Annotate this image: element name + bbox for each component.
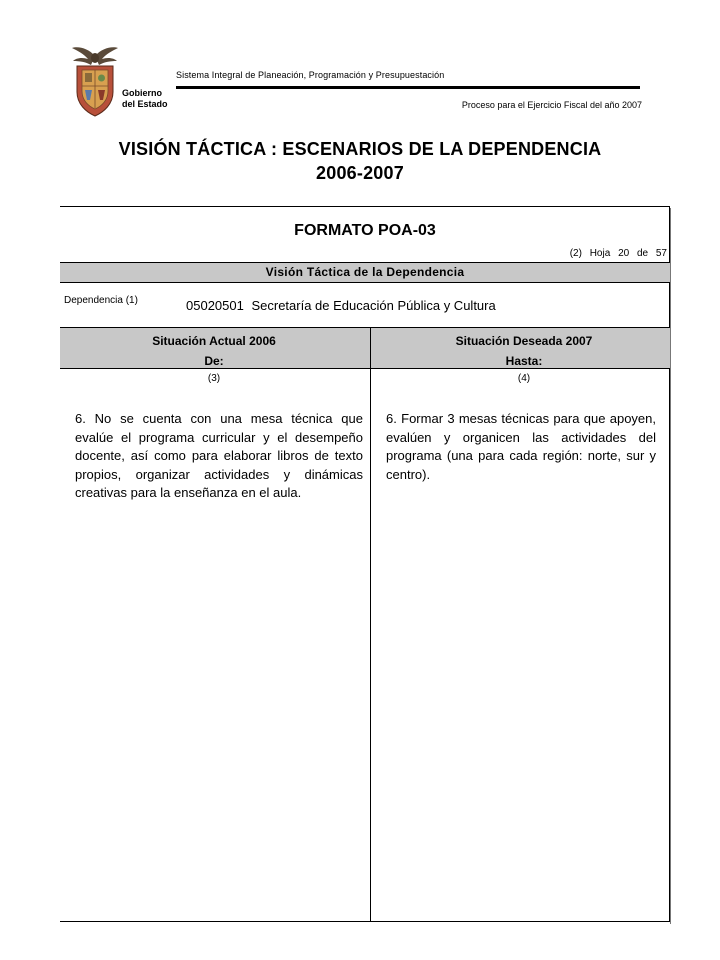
page-title-line-2: 2006-2007 <box>316 163 404 183</box>
format-code: FORMATO POA-03 <box>294 222 436 239</box>
current-situation-subtitle: De: <box>204 354 224 368</box>
sheet-number: 20 <box>618 248 630 259</box>
system-name: Sistema Integral de Planeación, Programación y Presupuestación <box>176 70 445 80</box>
current-situation-title: Situación Actual 2006 <box>152 334 276 348</box>
government-label <box>122 88 168 110</box>
current-situation-heading <box>64 331 364 371</box>
current-situation-text: 6. No se cuenta con una mesa técnica que evalúe el programa curricular y el desempeño docente, así como para elaborar libros de texto propios, organizar actividades y dinámicas creativas para la enseñanza en el aula. <box>75 411 363 501</box>
page-title <box>0 137 720 185</box>
desired-situation-text: 6. Formar 3 mesas técnicas para que apoyen, evalúen y organicen las actividades del programa (una para cada región: norte, sur y centro). <box>386 411 656 482</box>
form-frame-shadow <box>670 208 671 924</box>
desired-situation-marker: (4) <box>517 373 531 384</box>
desired-situation-subtitle: Hasta: <box>505 354 543 368</box>
dependency-value <box>186 298 500 313</box>
dependency-label-text: Dependencia <box>64 295 123 306</box>
dependency-marker: (1) <box>125 295 138 306</box>
state-coat-of-arms-icon <box>70 42 120 120</box>
page-title-line-1: VISIÓN TÁCTICA : ESCENARIOS DE LA DEPENDENCIA <box>118 139 602 159</box>
dependency-name: Secretaría de Educación Pública y Cultura <box>251 298 496 313</box>
dependency-code: 05020501 <box>186 298 244 313</box>
sheet-label: Hoja <box>589 248 611 259</box>
government-label-line-1: Gobierno <box>122 88 162 98</box>
column-divider <box>370 327 371 921</box>
form-frame <box>60 206 670 922</box>
desired-situation-title: Situación Deseada 2007 <box>455 334 593 348</box>
government-label-line-2: del Estado <box>122 99 168 109</box>
dependency-label <box>64 295 138 306</box>
desired-situation-heading <box>374 331 674 371</box>
sheet-total: 57 <box>655 248 667 259</box>
current-situation-marker: (3) <box>207 373 221 384</box>
fiscal-process-label: Proceso para el Ejercicio Fiscal del año 2007 <box>461 100 642 110</box>
sheet-of: de <box>636 248 649 259</box>
header-divider <box>176 86 640 89</box>
section-title: Visión Táctica de la Dependencia <box>265 265 465 279</box>
sheet-marker: (2) <box>569 248 582 259</box>
sheet-info <box>566 248 667 259</box>
